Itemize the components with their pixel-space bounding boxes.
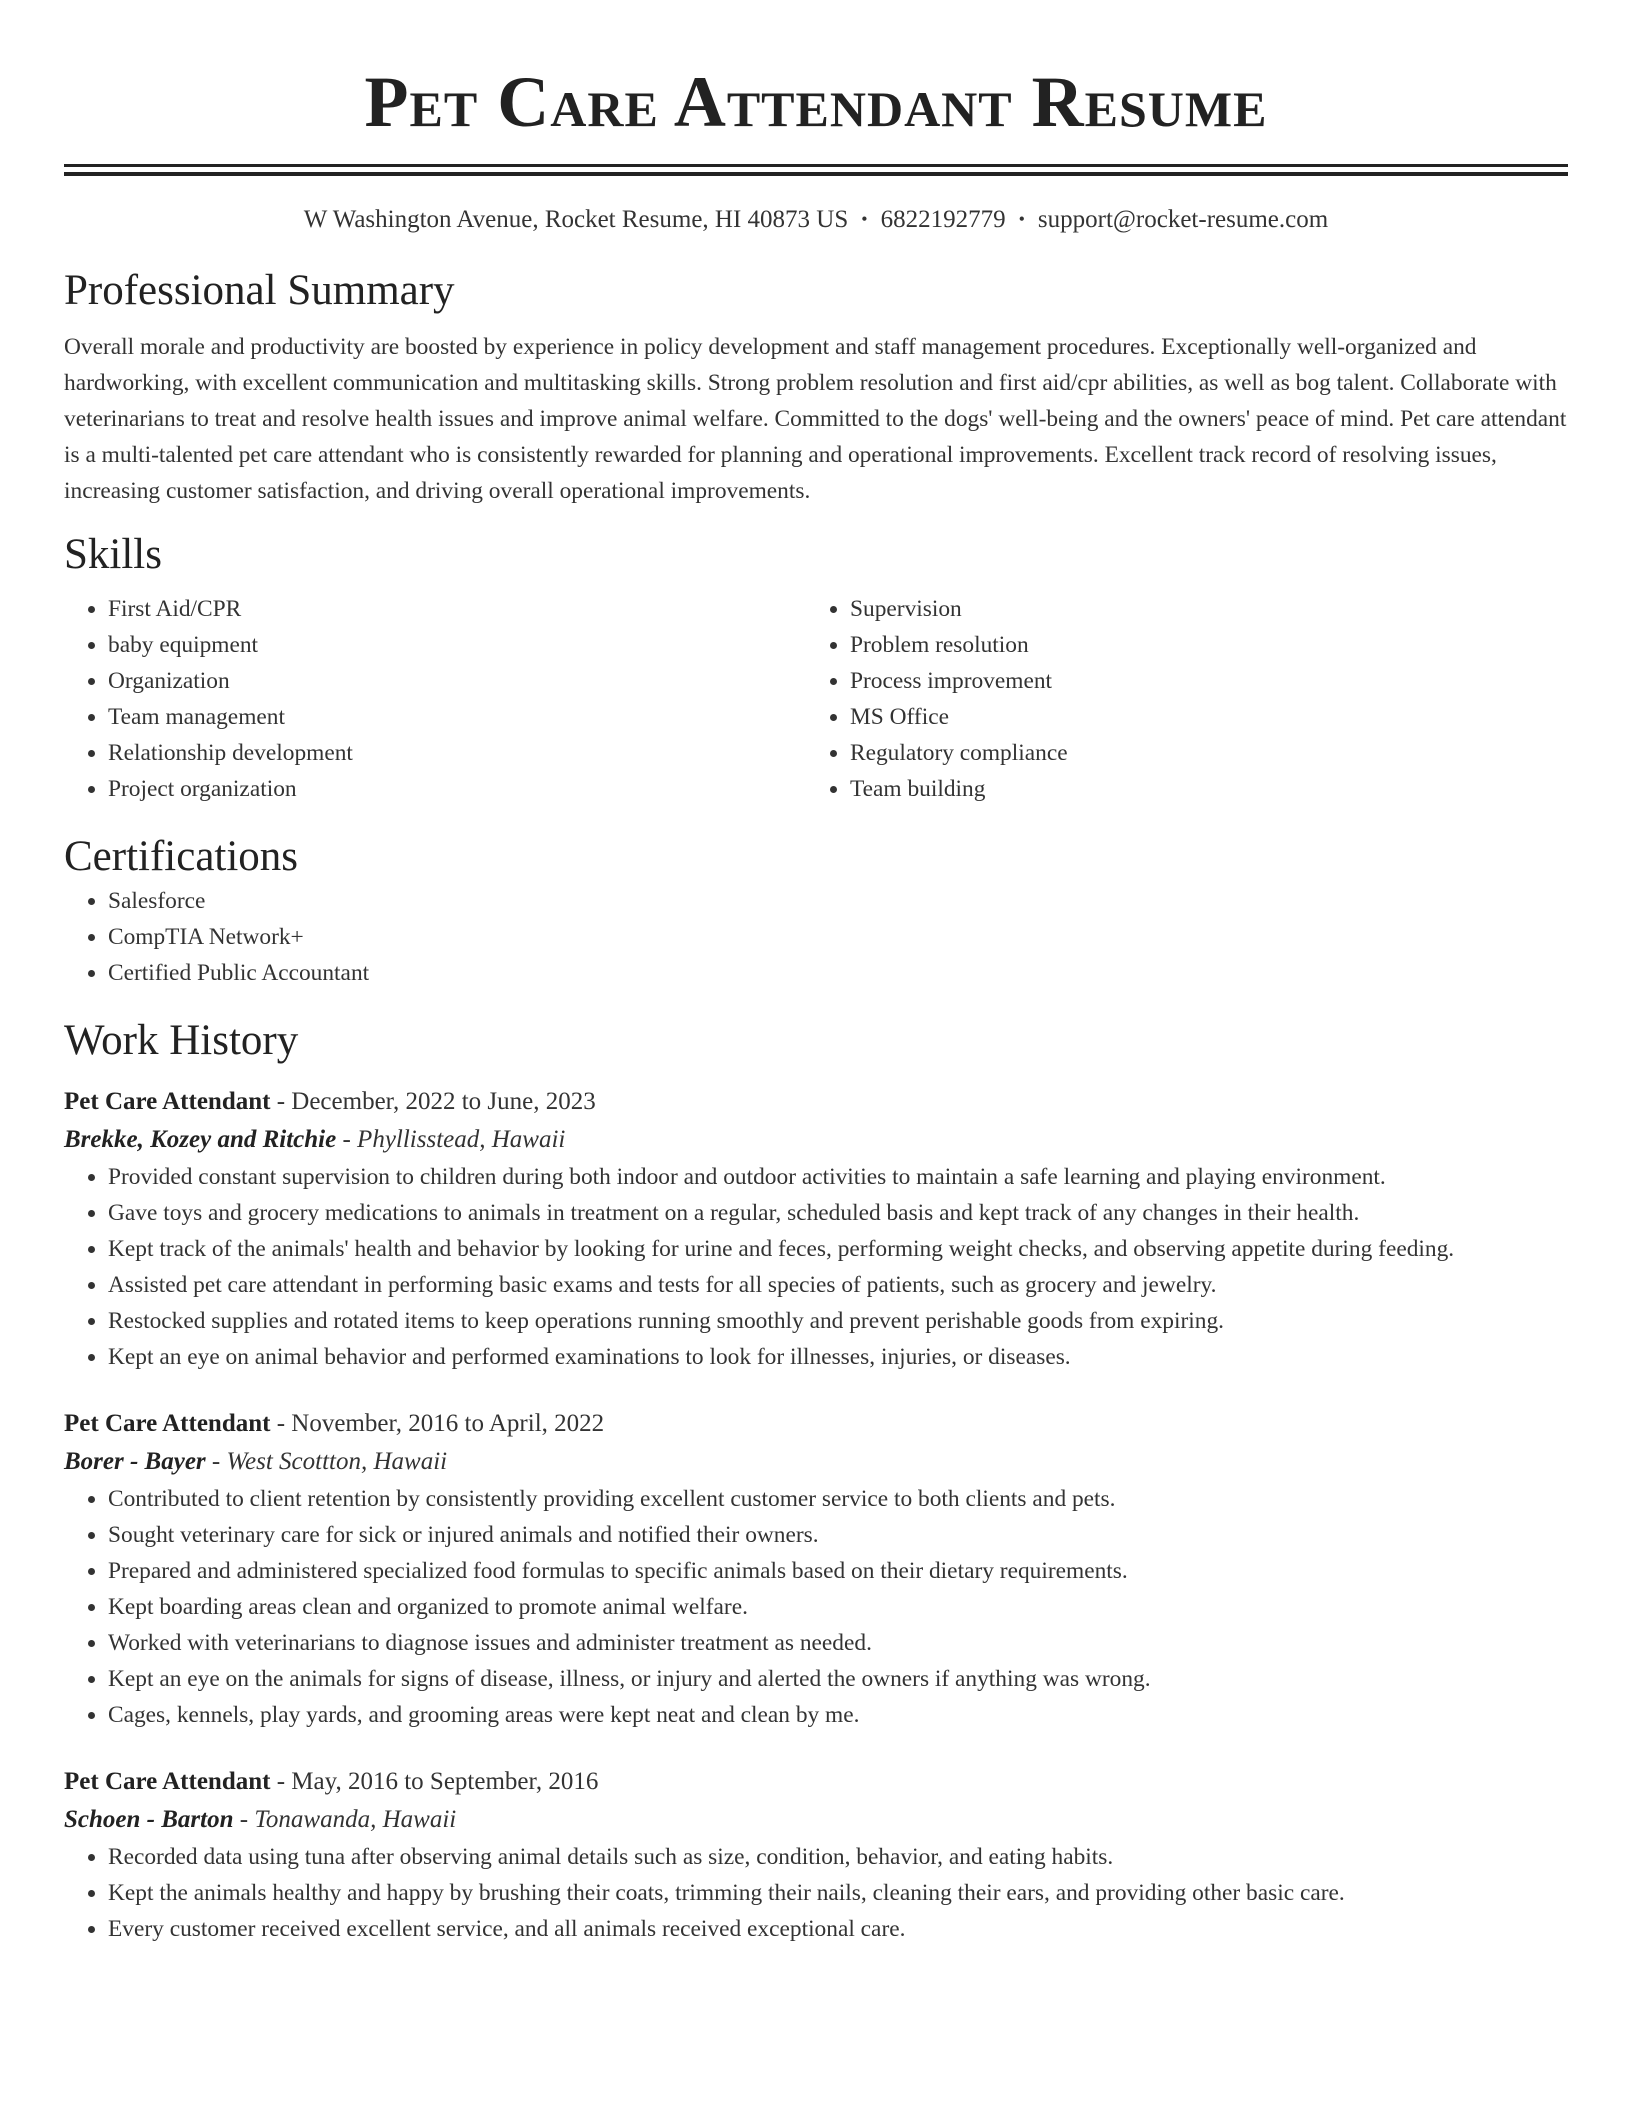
job-company-line: [64, 1801, 1568, 1839]
job-company-line: [64, 1121, 1568, 1159]
job-dates: December, 2022 to June, 2023: [291, 1088, 596, 1115]
job-separator: -: [270, 1088, 292, 1115]
skills-column-left: [64, 591, 806, 807]
contact-separator: •: [1018, 209, 1025, 229]
job-title-line: [64, 1763, 1568, 1801]
job-separator: -: [270, 1410, 292, 1437]
skill-item: • Team management: [108, 699, 806, 735]
job-title: Pet Care Attendant: [64, 1410, 271, 1437]
job-duty: • Restocked supplies and rotated items to keep operations running smoothly and prevent perishable goods from expiring.: [108, 1303, 1568, 1339]
job-duties-list: [64, 1159, 1568, 1375]
job-duty: • Cages, kennels, play yards, and grooming areas were kept neat and clean by me.: [108, 1697, 1568, 1733]
job-duty: • Provided constant supervision to children during both indoor and outdoor activities to maintain a safe learning and playing environment.: [108, 1159, 1568, 1195]
job-separator: -: [205, 1448, 227, 1475]
skill-item: • Regulatory compliance: [850, 735, 1548, 771]
certification-item: • CompTIA Network+: [108, 919, 1568, 955]
certification-item: • Certified Public Accountant: [108, 955, 1568, 991]
job-duty: • Worked with veterinarians to diagnose issues and administer treatment as needed.: [108, 1625, 1568, 1661]
job-entry: [64, 1083, 1568, 1375]
skill-item: • Organization: [108, 663, 806, 699]
skill-item: • Supervision: [850, 591, 1548, 627]
skills-list-right: [806, 591, 1548, 807]
job-duty: • Kept an eye on animal behavior and performed examinations to look for illnesses, injuries, or diseases.: [108, 1339, 1568, 1375]
job-company: Brekke, Kozey and Ritchie: [64, 1126, 337, 1153]
job-title-line: [64, 1083, 1568, 1121]
skills-list-left: [64, 591, 806, 807]
skill-item: • Process improvement: [850, 663, 1548, 699]
job-duty: • Kept boarding areas clean and organized to promote animal welfare.: [108, 1589, 1568, 1625]
contact-separator: •: [861, 209, 868, 229]
job-title: Pet Care Attendant: [64, 1088, 271, 1115]
job-title: Pet Care Attendant: [64, 1768, 271, 1795]
skill-item: • MS Office: [850, 699, 1548, 735]
skill-item: • Relationship development: [108, 735, 806, 771]
job-duty: • Kept the animals healthy and happy by brushing their coats, trimming their nails, cleaning their ears, and providing other basic care.: [108, 1875, 1568, 1911]
contact-email: support@rocket-resume.com: [1037, 206, 1329, 233]
contact-phone: 6822192779: [880, 206, 1006, 233]
job-dates: November, 2016 to April, 2022: [291, 1410, 605, 1437]
job-company: Schoen - Barton: [64, 1806, 234, 1833]
certifications-heading: Certifications: [64, 833, 299, 880]
job-duty: • Prepared and administered specialized food formulas to specific animals based on their dietary requirements.: [108, 1553, 1568, 1589]
skills-heading: Skills: [64, 531, 162, 578]
job-separator: -: [233, 1806, 255, 1833]
page-title: Pet Care Attendant Resume: [364, 62, 1268, 142]
job-duty: • Assisted pet care attendant in performing basic exams and tests for all species of patients, such as grocery and jewelry.: [108, 1267, 1568, 1303]
skill-item: • baby equipment: [108, 627, 806, 663]
job-duty: • Kept track of the animals' health and behavior by looking for urine and feces, performing weight checks, and observing appetite during feeding.: [108, 1231, 1568, 1267]
job-separator: -: [270, 1768, 292, 1795]
job-title-line: [64, 1405, 1568, 1443]
job-duty: • Contributed to client retention by consistently providing excellent customer service to both clients and pets.: [108, 1481, 1568, 1517]
summary-text: Overall morale and productivity are boosted by experience in policy development and staff management procedures. Exceptionally well-organized and hardworking, with excellent communication and multitasking skills. Strong problem resolution and first aid/cpr abilities, as well as bog talent. Collaborate with veterinarians to treat and resolve health issues and improve animal welfare. Committed to the dogs' well-being and the owners' peace of mind. Pet care attendant is a multi-talented pet care attendant who is consistently rewarded for planning and operational improvements. Excellent track record of resolving issues, increasing customer satisfaction, and driving overall operational improvements.: [64, 334, 1567, 504]
contact-address: W Washington Avenue, Rocket Resume, HI 40873 US: [303, 206, 849, 233]
skill-item: • Project organization: [108, 771, 806, 807]
job-entry: [64, 1763, 1568, 1947]
skill-item: • Problem resolution: [850, 627, 1548, 663]
job-duty: • Kept an eye on the animals for signs of disease, illness, or injury and alerted the owners if anything was wrong.: [108, 1661, 1568, 1697]
job-company-line: [64, 1443, 1568, 1481]
job-duty: • Sought veterinary care for sick or injured animals and notified their owners.: [108, 1517, 1568, 1553]
contact-line: [64, 202, 1568, 237]
job-duty: • Every customer received excellent service, and all animals received exceptional care.: [108, 1911, 1568, 1947]
job-location: Tonawanda, Hawaii: [254, 1806, 457, 1833]
job-duty: • Recorded data using tuna after observing animal details such as size, condition, behavior, and eating habits.: [108, 1839, 1568, 1875]
job-location: Phyllisstead, Hawaii: [357, 1126, 566, 1153]
certification-item: • Salesforce: [108, 883, 1568, 919]
certifications-list: [64, 883, 1568, 991]
job-entry: [64, 1405, 1568, 1733]
skill-item: • First Aid/CPR: [108, 591, 806, 627]
job-duties-list: [64, 1481, 1568, 1733]
skill-item: • Team building: [850, 771, 1548, 807]
work-history-heading: Work History: [64, 1017, 299, 1064]
title-divider: [64, 164, 1568, 176]
summary-heading: Professional Summary: [64, 267, 455, 314]
job-location: West Scottton, Hawaii: [226, 1448, 448, 1475]
skills-column-right: [806, 591, 1548, 807]
job-company: Borer - Bayer: [64, 1448, 206, 1475]
skills-grid: [64, 591, 1568, 807]
job-dates: May, 2016 to September, 2016: [291, 1768, 599, 1795]
resume-page: [64, 0, 1568, 1947]
job-duties-list: [64, 1839, 1568, 1947]
job-separator: -: [336, 1126, 358, 1153]
job-duty: • Gave toys and grocery medications to animals in treatment on a regular, scheduled basis and kept track of any changes in their health.: [108, 1195, 1568, 1231]
